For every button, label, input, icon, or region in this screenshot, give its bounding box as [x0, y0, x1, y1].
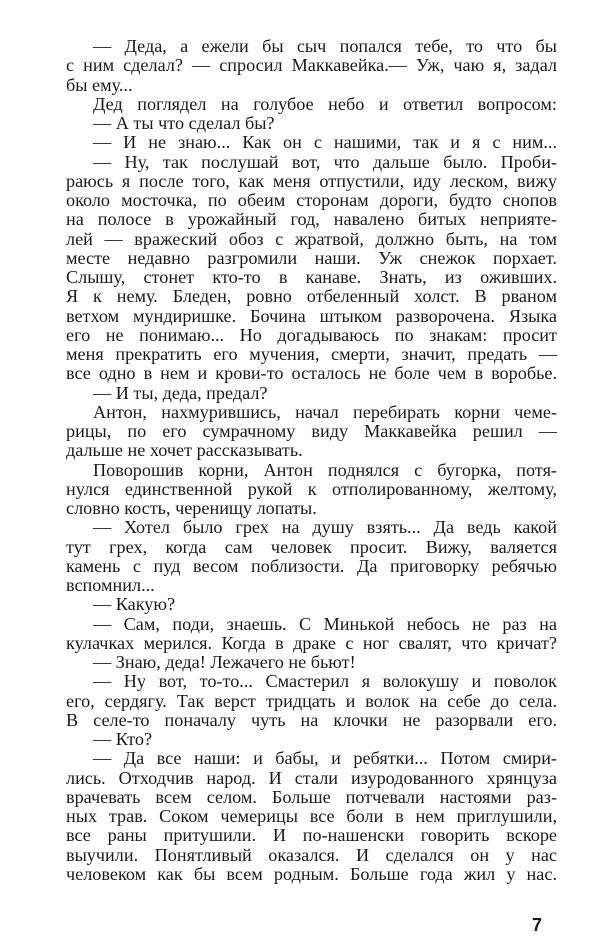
text-line: тут грех, когда сам человек просит. Вижу, валяется [66, 536, 557, 557]
text-line: — Кто? [93, 729, 153, 749]
text-line: — И ты, деда, предал? [93, 382, 268, 403]
text-line: ветхом мундиришке. Бочина штыком разворочена. Языка [66, 305, 557, 326]
text-line: на полосе в урожайный год, навалено битых неприяте- [66, 209, 557, 230]
text-line: раюсь я после того, как меня отпустили, иду леском, вижу [66, 170, 557, 191]
text-line: — И не знаю... Как он с нашими, так и я с ним... [93, 132, 557, 153]
text-line: меня прекратить его мучения, смерти, значит, предать — [66, 344, 557, 364]
text-line: ных трав. Соком чемерицы все боли в нем приглушили, [66, 806, 557, 826]
text-line: — Сам, поди, знаешь. С Минькой небось не раз на [93, 613, 557, 634]
text-line: человеком как бы всем родным. Больше года жил у нас. [66, 863, 557, 884]
text-line: Слышу, стонет кто-то в канаве. Знать, из оживших. [66, 267, 557, 287]
text-line: Дед поглядел на голубое небо и ответил вопросом: [93, 93, 557, 114]
text-line: — А ты что сделал бы? [93, 113, 275, 133]
text-line: Антон, нахмурившись, начал перебирать корни чеме- [93, 401, 557, 422]
text-line: рицы, по его сумрачному виду Маккавейка решил — [66, 421, 557, 441]
text-line: бы ему... [66, 74, 133, 95]
text-line: — Да все наши: и бабы, и ребятки... Потом смири- [93, 748, 557, 769]
text-line: врачевать всем селом. Больше потчевали настоями раз- [66, 786, 557, 807]
text-line: с ним сделал? — спросил Маккавейка.— Уж, чаю я, задал [66, 55, 557, 76]
text-line: лись. Отходчив народ. И стали изуродованного хрянцуза [66, 767, 557, 788]
text-line: Поворошив корни, Антон поднялся с бугорка, потя- [93, 459, 557, 480]
text-line: выучили. Понятливый оказался. И сделался он у нас [66, 844, 557, 865]
text-line: кулачках мерился. Когда в драке с ног свалят, что кричат? [66, 632, 557, 653]
text-line: месте недавно разгромили наши. Уж снежок порхает. [66, 247, 557, 268]
text-line: — Какую? [93, 594, 176, 615]
text-line: нулся единственной рукой к отполированному, желтому, [66, 478, 557, 499]
text-line: все одно в нем и крови-то осталось не боле чем в воробье. [66, 363, 557, 384]
text-line: — Знаю, деда! Лежачего не бьют! [93, 652, 356, 672]
text-line: В селе-то поначалу чуть на клочки не разорвали его. [66, 709, 557, 730]
text-line: вспомнил... [66, 575, 155, 595]
text-line: — Ну вот, то-то... Смастерил я волокушу и поволок [93, 671, 557, 692]
text-line: дальше не хочет рассказывать. [66, 440, 303, 461]
text-line: все раны притушили. И по-нашенски говорить вскоре [66, 825, 557, 846]
text-line: Я к нему. Бледен, ровно отбеленный холст. В рваном [66, 286, 557, 307]
text-line: его не понимаю... Но догадываюсь по знакам: просит [66, 324, 557, 345]
page-text [66, 37, 557, 884]
text-line: — Деда, а ежели бы сыч попался тебе, то что бы [93, 36, 557, 56]
text-line: камень с пуд весом поблизости. Да приговорку ребячью [66, 555, 557, 576]
text-line: словно кость, черенищу лопаты. [66, 498, 317, 518]
text-line: лей — вражеский обоз с жратвой, должно быть, на том [66, 228, 557, 249]
text-line: — Хотел было грех на душу взять... Да ведь какой [93, 517, 557, 538]
text-line: его, сердягу. Так верст тридцать и волок на себе до села. [66, 690, 557, 711]
text-line: — Ну, так послушай вот, что дальше было. Проби- [93, 151, 557, 172]
page-number: 7 [532, 915, 543, 935]
text-line: около мосточка, по обеим сторонам дороги, будто снопов [66, 190, 557, 210]
